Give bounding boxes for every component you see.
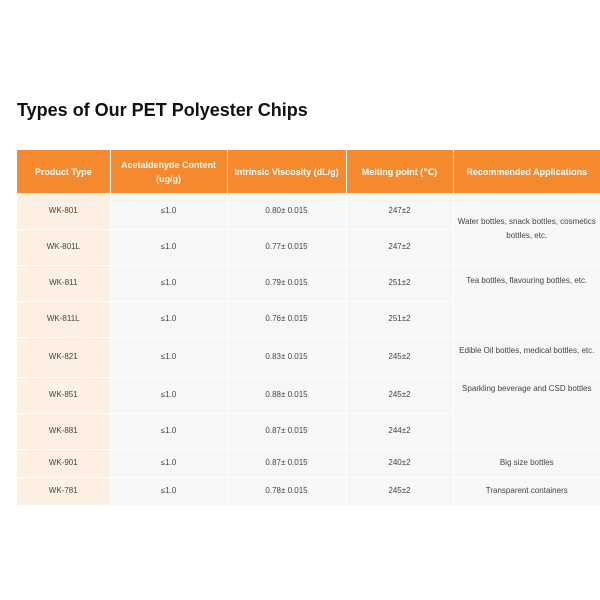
table-row: [17, 377, 600, 413]
pet-chips-table: [17, 150, 600, 506]
table-row: [17, 477, 600, 505]
acetaldehyde-cell: ≤1.0: [110, 265, 227, 301]
melting-point-cell: 247±2: [346, 229, 453, 265]
viscosity-cell: 0.87± 0.015: [227, 449, 346, 477]
melting-point-cell: 245±2: [346, 477, 453, 505]
product-type-cell: WK-851: [17, 377, 110, 413]
product-type-cell: WK-811: [17, 265, 110, 301]
viscosity-cell: 0.76± 0.015: [227, 301, 346, 337]
product-type-cell: WK-801: [17, 193, 110, 229]
acetaldehyde-cell: ≤1.0: [110, 377, 227, 413]
header-acetaldehyde: Acetaldehyde Content (ug/g): [110, 150, 227, 193]
viscosity-cell: 0.78± 0.015: [227, 477, 346, 505]
melting-point-cell: 240±2: [346, 449, 453, 477]
acetaldehyde-cell: ≤1.0: [110, 229, 227, 265]
table-header: [17, 150, 600, 193]
applications-cell: Transparent containers: [453, 477, 600, 505]
header-applications: Recommended Applications: [453, 150, 600, 193]
acetaldehyde-cell: ≤1.0: [110, 477, 227, 505]
acetaldehyde-cell: ≤1.0: [110, 301, 227, 337]
acetaldehyde-cell: ≤1.0: [110, 337, 227, 377]
product-type-cell: WK-801L: [17, 229, 110, 265]
product-type-cell: WK-811L: [17, 301, 110, 337]
viscosity-cell: 0.87± 0.015: [227, 413, 346, 449]
table-body: [17, 193, 600, 505]
viscosity-cell: 0.80± 0.015: [227, 193, 346, 229]
product-type-cell: WK-821: [17, 337, 110, 377]
product-type-cell: WK-901: [17, 449, 110, 477]
melting-point-cell: 244±2: [346, 413, 453, 449]
header-product-type: Product Type: [17, 150, 110, 193]
header-row: [17, 150, 600, 193]
melting-point-cell: 251±2: [346, 265, 453, 301]
acetaldehyde-cell: ≤1.0: [110, 193, 227, 229]
viscosity-cell: 0.79± 0.015: [227, 265, 346, 301]
melting-point-cell: 251±2: [346, 301, 453, 337]
applications-cell: Big size bottles: [453, 449, 600, 477]
header-viscosity: Intrinsic Viscosity (dL/g): [227, 150, 346, 193]
melting-point-cell: 247±2: [346, 193, 453, 229]
viscosity-cell: 0.83± 0.015: [227, 337, 346, 377]
header-melting-point: Melting point (℃): [346, 150, 453, 193]
viscosity-cell: 0.77± 0.015: [227, 229, 346, 265]
applications-cell: Edible Oil bottles, medical bottles, etc.: [453, 337, 600, 377]
acetaldehyde-cell: ≤1.0: [110, 449, 227, 477]
viscosity-cell: 0.88± 0.015: [227, 377, 346, 413]
applications-cell: Sparkling beverage and CSD bottles: [453, 377, 600, 449]
applications-cell: Water bottles, snack bottles, cosmetics bottles, etc.: [453, 193, 600, 265]
table-row: [17, 193, 600, 229]
applications-cell: Tea bottles, flavouring bottles, etc.: [453, 265, 600, 337]
melting-point-cell: 245±2: [346, 337, 453, 377]
table-row: [17, 265, 600, 301]
page-title: Types of Our PET Polyester Chips: [17, 100, 308, 120]
table-row: [17, 449, 600, 477]
table-row: [17, 337, 600, 377]
melting-point-cell: 245±2: [346, 377, 453, 413]
product-type-cell: WK-781: [17, 477, 110, 505]
acetaldehyde-cell: ≤1.0: [110, 413, 227, 449]
product-type-cell: WK-881: [17, 413, 110, 449]
